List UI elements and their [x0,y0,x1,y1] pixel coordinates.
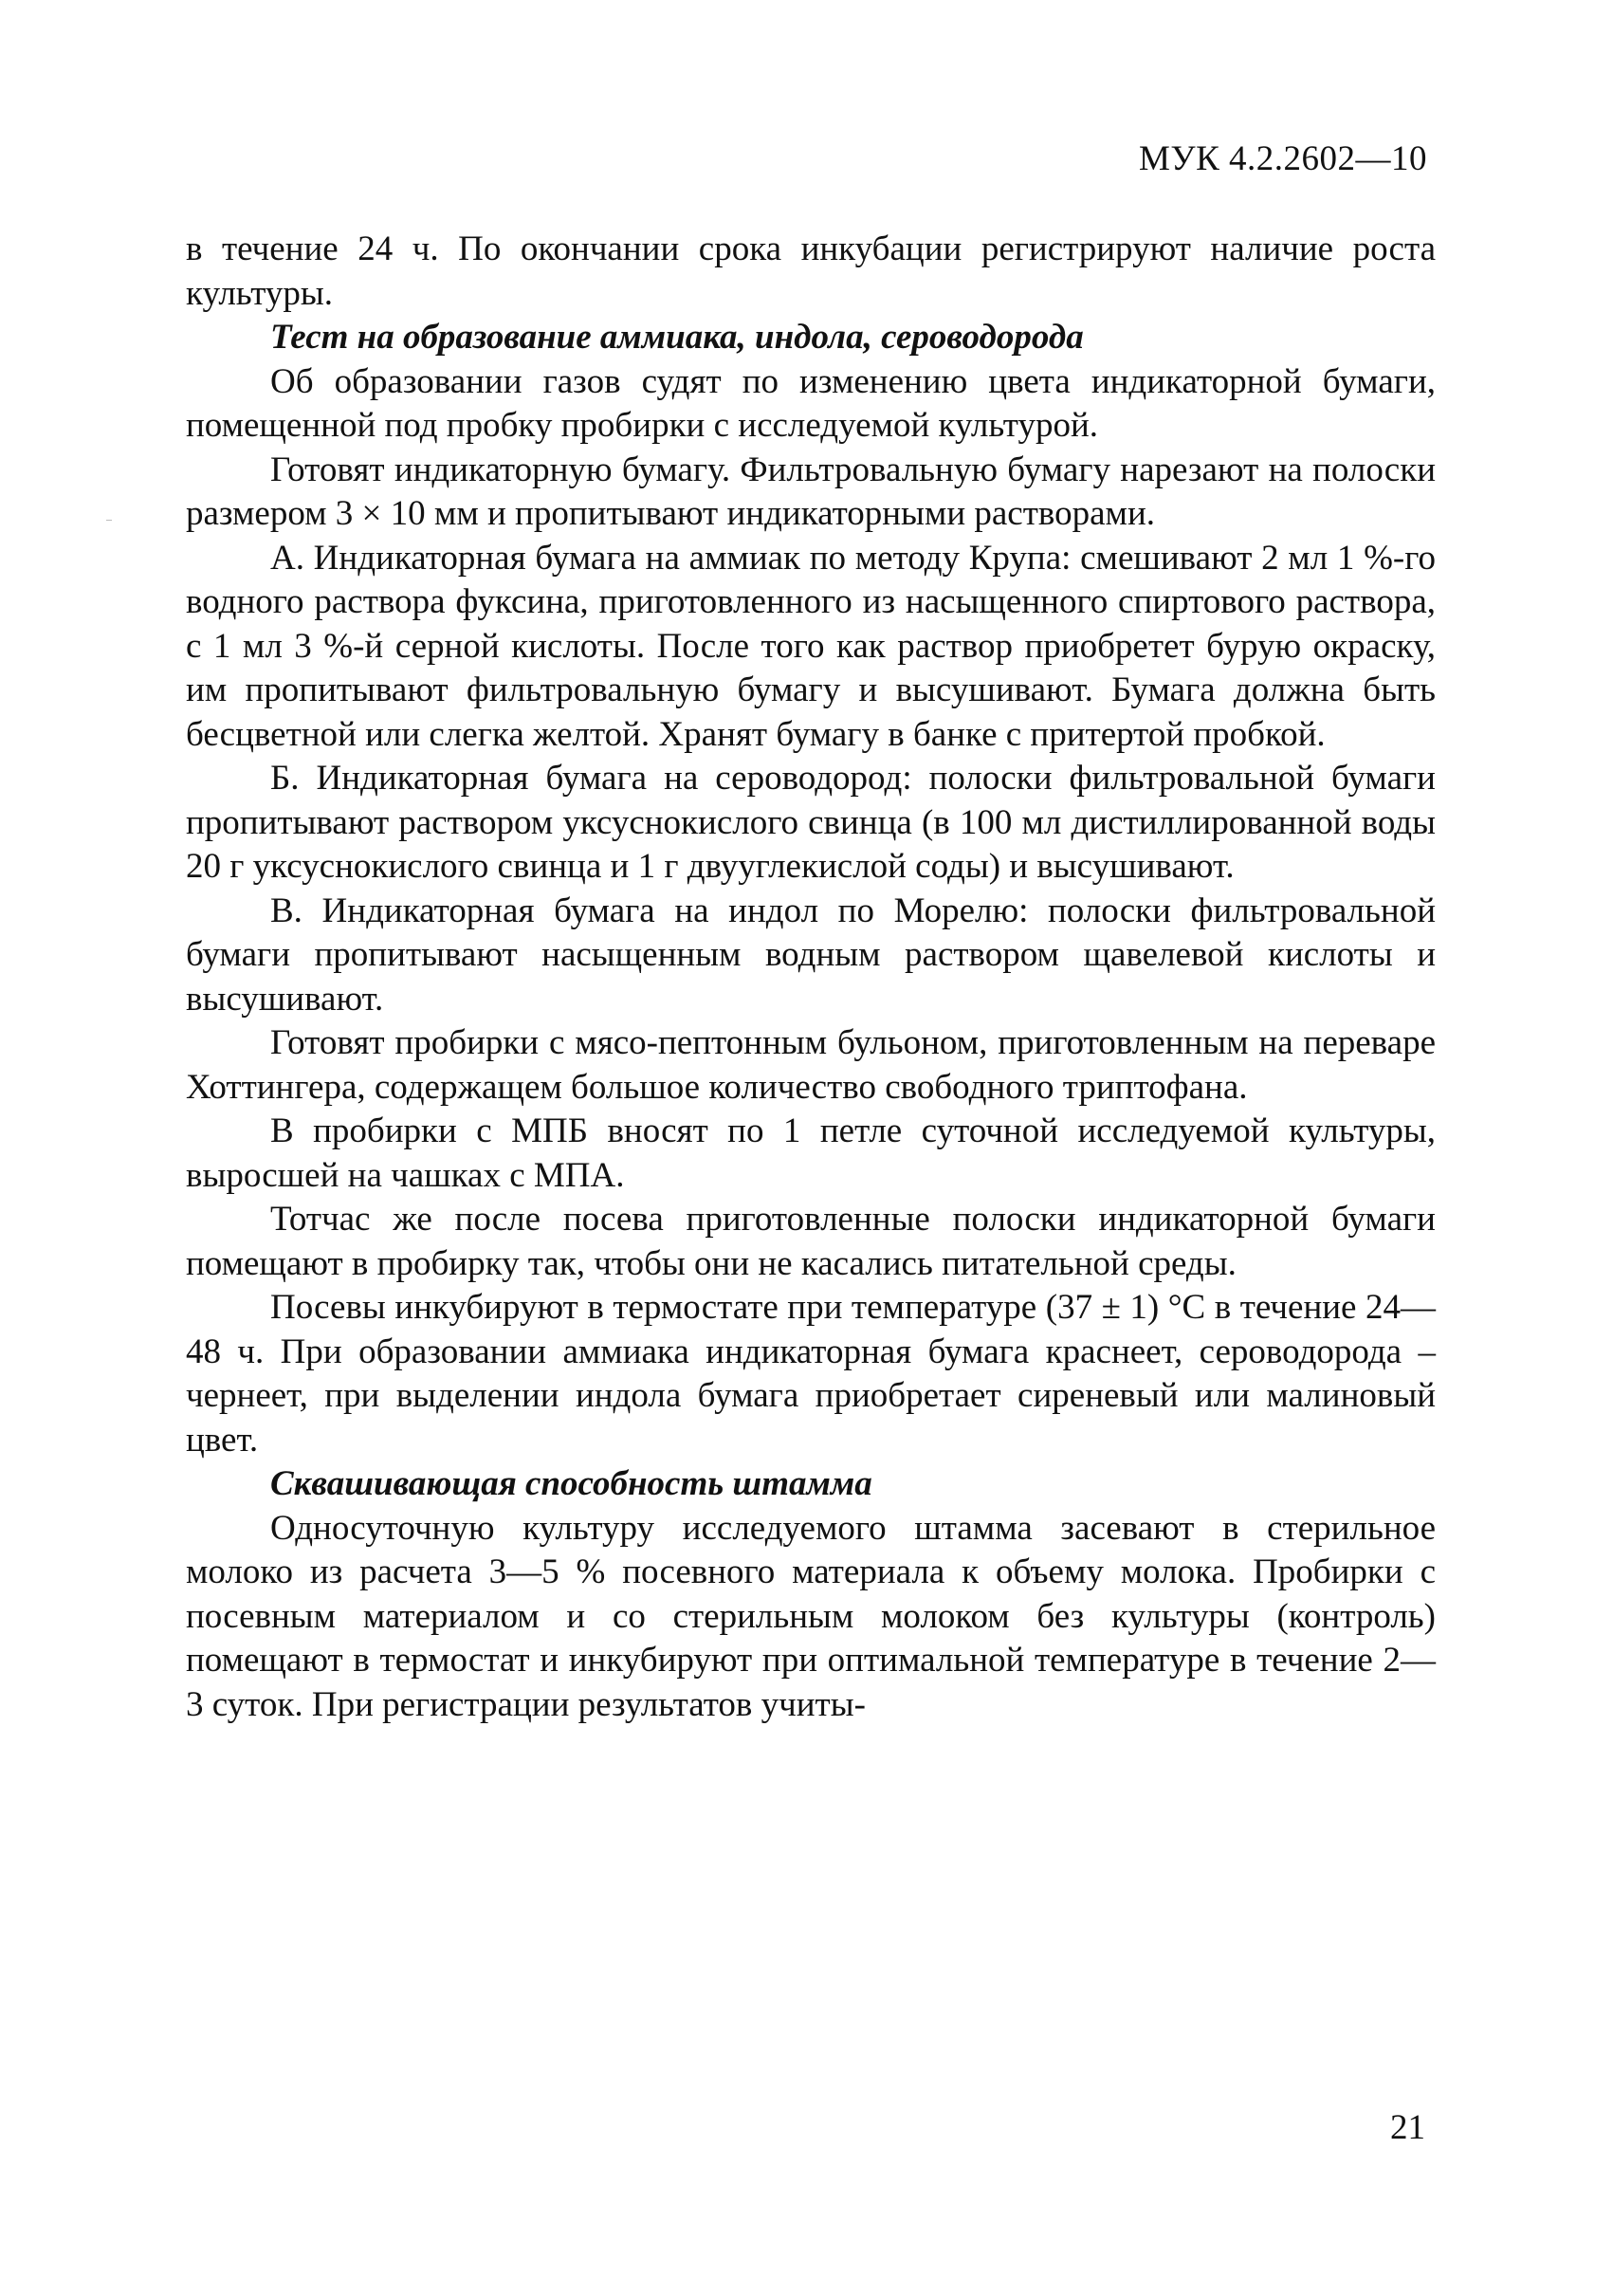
paragraph-ammonia-paper: А. Индикаторная бумага на аммиак по методу Крупа: смешивают 2 мл 1 %-го водного раствора фуксина, приготовленного из насыщенного спиртового раствора, с 1 мл 3 %-й серной кислоты. После того как раствор приобретет бурую окраску, им пропитывают фильтровальную бумагу и высушивают. Бумага должна быть бесцветной или слегка желтой. Хранят бумагу в банке с притертой пробкой. [186,538,1436,754]
margin-mark [106,520,112,521]
paragraph-incubation-results: Посевы инкубируют в термостате при температуре (37 ± 1) °С в течение 24—48 ч. При образовании аммиака индикаторная бумага краснеет, сероводорода – чернеет, при выделении индола бумага приобретает сиреневый или малиновый цвет. [186,1288,1436,1460]
document-body [186,228,1436,1727]
paragraph-continuation: в течение 24 ч. По окончании срока инкубации регистрируют наличие роста культуры. [186,230,1436,313]
section-heading-gas-test: Тест на образование аммиака, индола, сероводорода [270,318,1084,357]
paragraph-gas-indicator: Об образовании газов судят по изменению цвета индикаторной бумаги, помещенной под пробку пробирки с исследуемой культурой. [186,361,1436,445]
paragraph-place-strips: Тотчас же после посева приготовленные полоски индикаторной бумаги помещают в пробирку так, чтобы они не касались питательной среды. [186,1200,1436,1283]
paragraph-prepare-tubes: Готовят пробирки с мясо-пептонным бульоном, приготовленным на переваре Хоттингера, содержащем большое количество свободного триптофана. [186,1023,1436,1107]
paragraph-curdling-method: Односуточную культуру исследуемого штамма засевают в стерильное молоко из расчета 3—5 % посевного материала к объему молока. Пробирки с посевным материалом и со стерильным молоком без культуры (контроль) помещают в термостат и инкубируют при оптимальной температуре в течение 2—3 суток. При регистрации результатов учиты- [186,1508,1436,1724]
page-number: 21 [1390,2108,1425,2147]
section-heading-curdling: Сквашивающая способность штамма [270,1464,872,1503]
paragraph-indole-paper: В. Индикаторная бумага на индол по Морелю: полоски фильтровальной бумаги пропитывают насыщенным водным раствором щавелевой кислоты и высушивают. [186,891,1436,1019]
paragraph-hydrogen-sulfide-paper: Б. Индикаторная бумага на сероводород: полоски фильтровальной бумаги пропитывают раствором уксуснокислого свинца (в 100 мл дистиллированной воды 20 г уксуснокислого свинца и 1 г двууглекислой соды) и высушивают. [186,759,1436,886]
document-code-header: МУК 4.2.2602—10 [1138,139,1427,178]
paragraph-prepare-paper: Готовят индикаторную бумагу. Фильтровальную бумагу нарезают на полоски размером 3 × 10 мм и пропитывают индикаторными растворами. [186,450,1436,533]
paragraph-inoculation: В пробирки с МПБ вносят по 1 петле суточной исследуемой культуры, выросшей на чашках с МПА. [186,1111,1436,1195]
